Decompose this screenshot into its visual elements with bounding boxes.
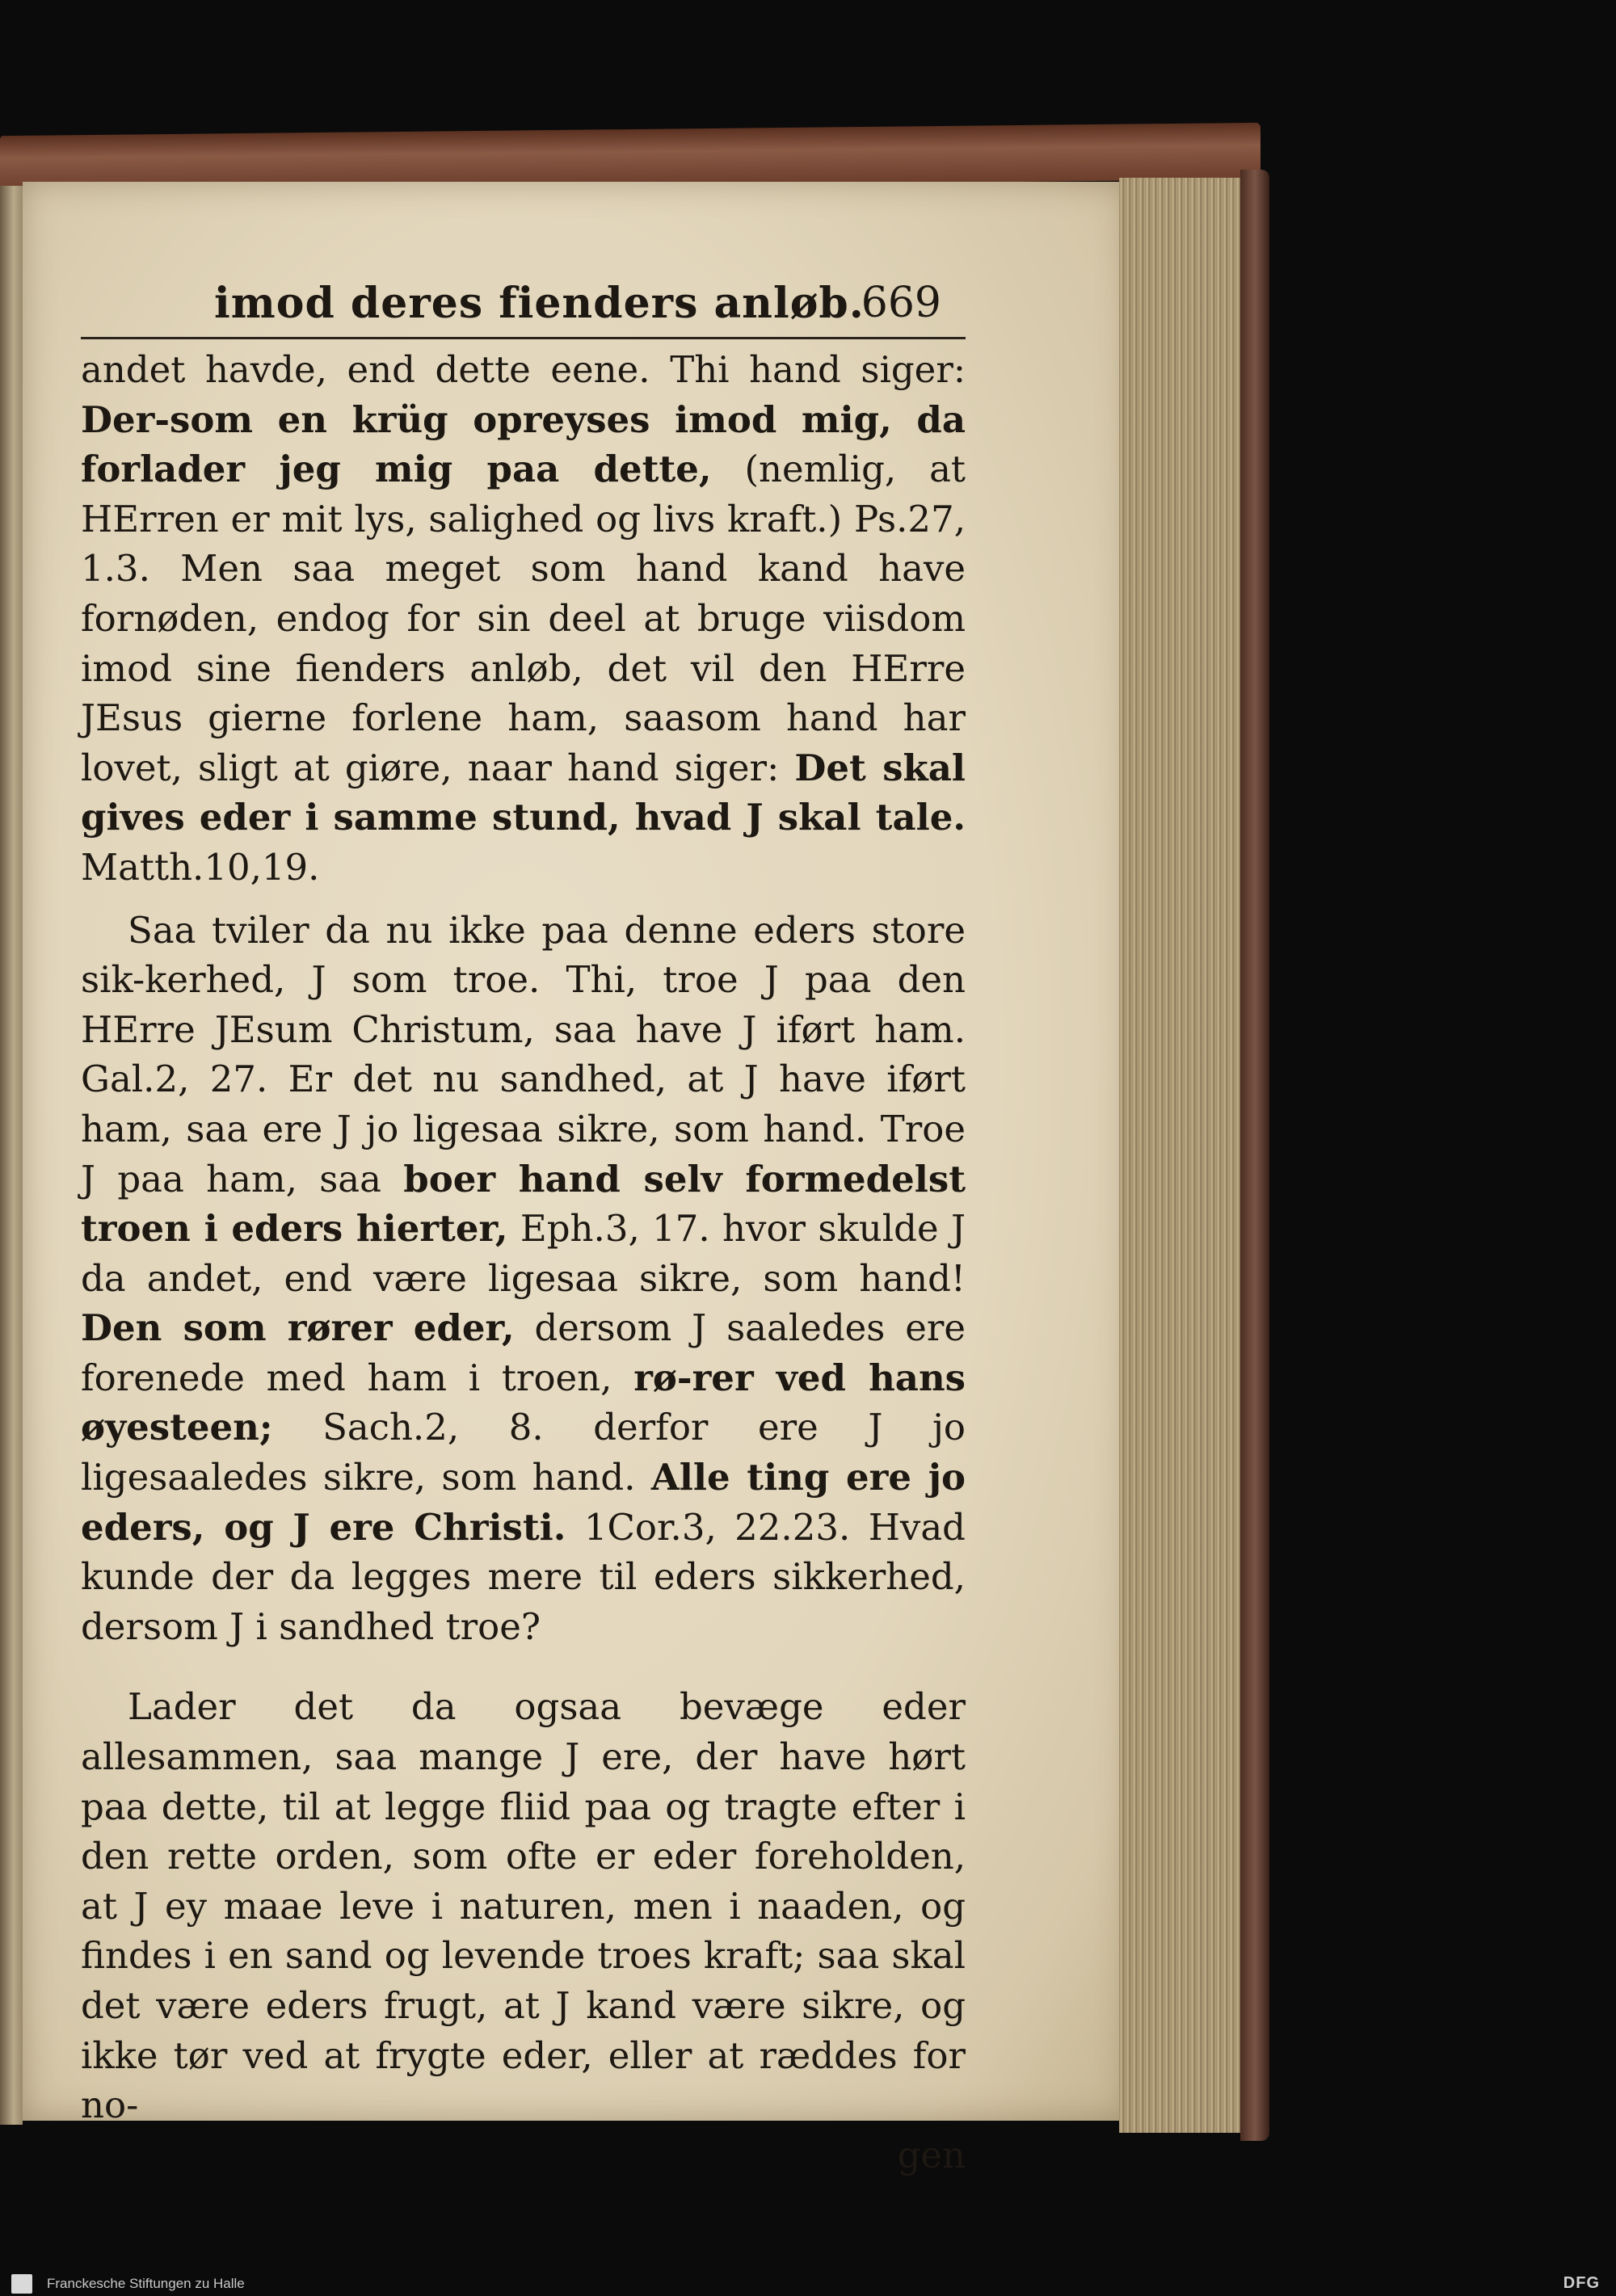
catchword: gen <box>897 2133 966 2176</box>
emphasis-run: Der-som en krüg opreyses imod mig, da forlader jeg mig paa dette, <box>81 397 966 491</box>
paragraph-1 <box>81 345 966 893</box>
emphasis-run: Den som rører eder, <box>81 1306 515 1350</box>
header-title: imod deres fienders anløb. <box>214 279 865 328</box>
dfg-logo: DFG <box>1563 2274 1600 2292</box>
emphasis-run: boer hand selv formedelst troen i eders hierter, <box>81 1157 966 1251</box>
emphasis-run: Alle ting ere jo eders, og J ere Christi. <box>81 1456 966 1549</box>
text-run: Saa tviler da nu ikke paa denne eders store sik-kerhed, J som troe. Thi, troe J paa den HErre JEsum Christum, saa have J iført ham. Gal.2, 27. Er det nu sandhed, at J have iført ham, saa ere J jo ligesaa sikre, som hand. Troe J paa ham, saa <box>81 908 966 1201</box>
emphasis-run: Det skal gives eder i samme stund, hvad J skal tale. <box>81 746 966 839</box>
text-run: dersom J saaledes ere forenede med ham i troen, <box>81 1306 966 1399</box>
paragraph-2 <box>81 906 966 1652</box>
left-page-edge <box>0 186 23 2125</box>
text-run: Lader det da ogsaa bevæge eder allesammen, saa mange J ere, der have hørt paa dette, til at legge fliid paa og tragte efter i den rette orden, som ofte er eder foreholden, at J ey maae leve i naturen, men i naaden, og findes i en sand og levende troes kraft; saa skal det være eders frugt, at J kand være sikre, og ikke tør ved at frygte eder, eller at ræddes for no- <box>81 1685 966 2127</box>
viewer-footer <box>0 2272 1616 2296</box>
text-run: andet havde, end dette eene. Thi hand siger: <box>81 348 966 391</box>
page-fore-edge <box>1119 178 1247 2133</box>
institution-logo-icon <box>11 2274 32 2294</box>
book-cover-spine <box>1240 170 1269 2141</box>
page-body <box>81 345 966 2180</box>
text-run: Matth.10,19. <box>81 845 320 889</box>
catchword-line <box>81 2130 966 2180</box>
paragraph-3 <box>81 1682 966 2130</box>
text-run: Eph.3, 17. hvor skulde J da andet, end være ligesaa sikre, som hand! <box>81 1207 966 1300</box>
text-run: (nemlig, at HErren er mit lys, salighed og livs kraft.) Ps.27, 1.3. Men saa meget som hand kand have fornøden, endog for sin deel at bruge viisdom imod sine fienders anløb, det vil den HErre JEsus gierne forlene ham, saasom hand har lovet, sligt at giøre, naar hand siger: <box>81 448 966 789</box>
header-rule <box>81 337 966 339</box>
page-number: 669 <box>861 279 941 327</box>
institution-name: Franckesche Stiftungen zu Halle <box>47 2276 245 2291</box>
emphasis-run: rø-rer ved hans øyesteen; <box>81 1356 966 1449</box>
text-run: Sach.2, 8. derfor ere J jo ligesaaledes sikre, som hand. <box>81 1406 966 1499</box>
running-header <box>81 279 966 335</box>
text-run: 1Cor.3, 22.23. Hvad kunde der da legges mere til eders sikkerhed, dersom J i sandhed troe? <box>81 1505 966 1648</box>
